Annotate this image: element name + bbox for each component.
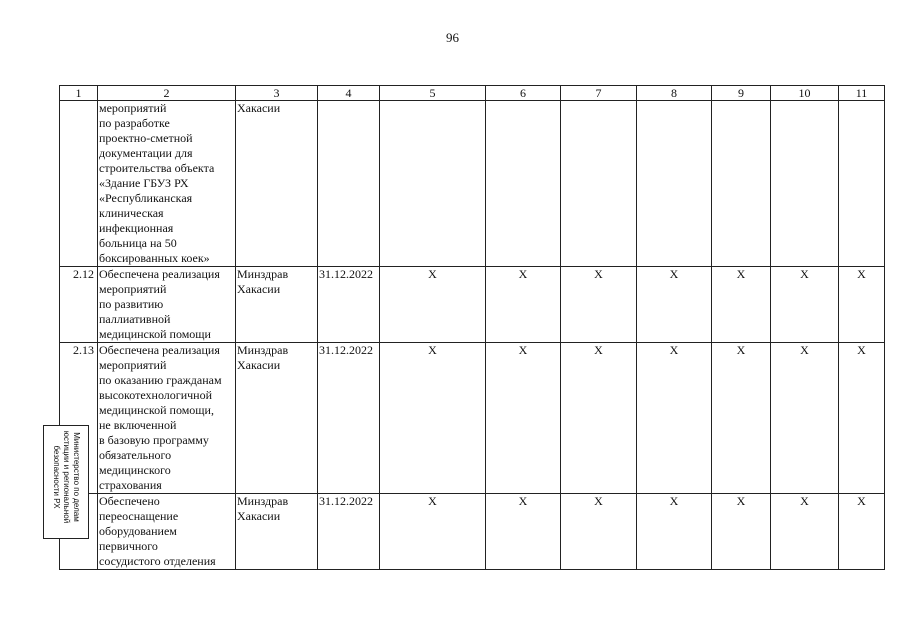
table-row xyxy=(60,267,885,343)
mark-cell: Х xyxy=(380,494,486,570)
column-header: 11 xyxy=(839,86,885,101)
mark-cell: Х xyxy=(712,494,771,570)
responsible: Минздрав Хакасии xyxy=(236,267,318,343)
row-number: 2.12 xyxy=(60,267,98,343)
mark-cell xyxy=(839,101,885,267)
mark-cell: Х xyxy=(637,494,712,570)
mark-cell: Х xyxy=(380,267,486,343)
column-header: 3 xyxy=(236,86,318,101)
row-number xyxy=(60,101,98,267)
deadline-date: 31.12.2022 xyxy=(318,267,380,343)
deadline-date xyxy=(318,101,380,267)
mark-cell xyxy=(771,101,839,267)
mark-cell: Х xyxy=(771,494,839,570)
mark-cell: Х xyxy=(712,343,771,494)
mark-cell xyxy=(380,101,486,267)
mark-cell: Х xyxy=(561,343,637,494)
mark-cell: Х xyxy=(712,267,771,343)
mark-cell: Х xyxy=(561,494,637,570)
column-header: 8 xyxy=(637,86,712,101)
responsible: Минздрав Хакасии xyxy=(236,343,318,494)
column-header: 5 xyxy=(380,86,486,101)
mark-cell xyxy=(712,101,771,267)
event-name: Обеспечена реализация мероприятий по оказанию гражданам высокотехнологичной медицинской помощи, не включенной в базовую программу обязательного медицинского страхования xyxy=(98,343,236,494)
mark-cell: Х xyxy=(561,267,637,343)
column-header: 9 xyxy=(712,86,771,101)
column-header: 4 xyxy=(318,86,380,101)
mark-cell xyxy=(637,101,712,267)
column-header: 6 xyxy=(486,86,561,101)
mark-cell: Х xyxy=(771,267,839,343)
deadline-date: 31.12.2022 xyxy=(318,343,380,494)
event-name: Обеспечено переоснащение оборудованием первичного сосудистого отделения xyxy=(98,494,236,570)
responsible: Хакасии xyxy=(236,101,318,267)
page-number: 96 xyxy=(446,30,459,45)
column-header: 7 xyxy=(561,86,637,101)
responsible: Минздрав Хакасии xyxy=(236,494,318,570)
table-row xyxy=(60,343,885,494)
stamp-text: Министерство по делам юстиции и региональной безопасности РХ xyxy=(52,430,81,524)
mark-cell: Х xyxy=(637,343,712,494)
table-header-row xyxy=(60,86,885,101)
event-name: мероприятий по разработке проектно-сметной документации для строительства объекта «Здание ГБУЗ РХ «Республиканская клиническая инфекционная больница на 50 боксированных коек» xyxy=(98,101,236,267)
registration-stamp xyxy=(43,425,89,539)
mark-cell: Х xyxy=(839,343,885,494)
mark-cell: Х xyxy=(637,267,712,343)
mark-cell: Х xyxy=(380,343,486,494)
table-row xyxy=(60,101,885,267)
row-number: 2.13 xyxy=(60,343,98,494)
column-header: 1 xyxy=(60,86,98,101)
mark-cell: Х xyxy=(486,494,561,570)
mark-cell: Х xyxy=(771,343,839,494)
event-name: Обеспечена реализация мероприятий по развитию паллиативной медицинской помощи xyxy=(98,267,236,343)
mark-cell: Х xyxy=(839,267,885,343)
mark-cell: Х xyxy=(486,343,561,494)
mark-cell xyxy=(561,101,637,267)
column-header: 10 xyxy=(771,86,839,101)
mark-cell: Х xyxy=(839,494,885,570)
deadline-date: 31.12.2022 xyxy=(318,494,380,570)
mark-cell xyxy=(486,101,561,267)
column-header: 2 xyxy=(98,86,236,101)
table-row xyxy=(60,494,885,570)
document-table xyxy=(59,85,885,570)
mark-cell: Х xyxy=(486,267,561,343)
